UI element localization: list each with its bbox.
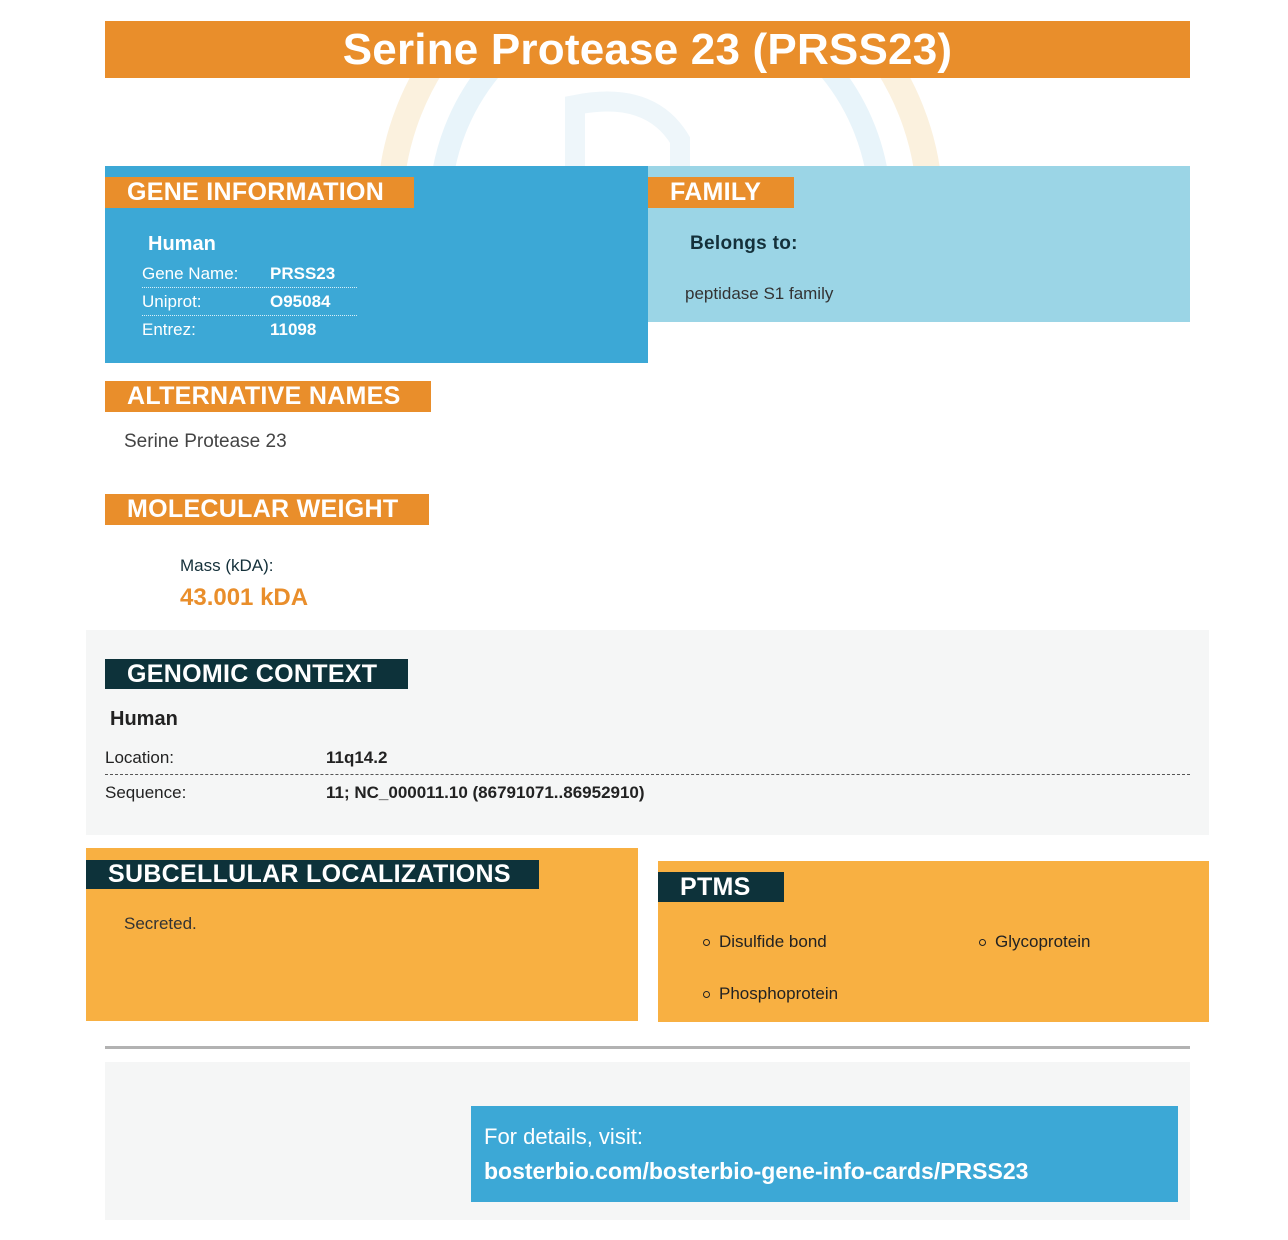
genomic-context-heading: GENOMIC CONTEXT [105,659,408,689]
subcellular-value: Secreted. [124,914,197,933]
mass-value: 43.001 kDA [180,584,309,611]
gene-species: Human [148,233,216,255]
sequence-label: Sequence: [105,782,187,802]
entrez-row [142,316,357,343]
uniprot-value: O95084 [270,292,331,311]
ptm-label: Glycoprotein [995,932,1091,951]
genomic-species: Human [110,708,178,730]
ptm-label: Disulfide bond [719,932,827,951]
bullet-icon [703,991,710,998]
ptm-label: Phosphoprotein [719,984,839,1003]
genomic-context-panel [86,630,1209,835]
alternative-name-value: Serine Protease 23 [124,431,287,452]
uniprot-row [142,289,357,316]
bullet-icon [979,939,986,946]
subcellular-localizations-card [86,848,638,1021]
gene-name-label: Gene Name: [142,264,239,283]
bullet-icon [703,939,710,946]
gene-information-heading: GENE INFORMATION [105,177,414,208]
page-title: Serine Protease 23 (PRSS23) [342,24,953,74]
ptms-heading: PTMS [658,872,784,902]
mass-label: Mass (kDA): [180,556,274,575]
location-label: Location: [105,748,174,767]
location-value: 11q14.2 [326,748,388,767]
title-bar [105,21,1190,78]
sequence-value: 11; NC_000011.10 (86791071..86952910) [326,782,645,802]
family-value: peptidase S1 family [685,284,834,303]
location-row [105,742,1190,775]
section-divider [105,1046,1190,1049]
details-url-link[interactable]: bosterbio.com/bosterbio-gene-info-cards/PRSS23 [484,1158,1029,1184]
ptm-item [703,984,838,1004]
family-heading: FAMILY [648,177,794,208]
molecular-weight-heading: MOLECULAR WEIGHT [105,494,429,525]
ptm-item [979,932,1090,952]
uniprot-label: Uniprot: [142,292,202,311]
details-link-box[interactable] [471,1106,1178,1202]
family-card [648,166,1190,322]
gene-information-card [105,166,648,363]
sequence-row [105,776,1190,809]
entrez-label: Entrez: [142,319,196,339]
belongs-to-label: Belongs to: [690,233,798,254]
gene-name-row [142,261,357,288]
ptm-item [703,932,827,952]
alternative-names-heading: ALTERNATIVE NAMES [105,381,431,412]
entrez-value: 11098 [270,319,317,339]
ptms-card [658,861,1209,1022]
gene-name-value: PRSS23 [270,264,336,283]
visit-label: For details, visit: [484,1124,643,1149]
subcellular-heading: SUBCELLULAR LOCALIZATIONS [86,860,539,889]
